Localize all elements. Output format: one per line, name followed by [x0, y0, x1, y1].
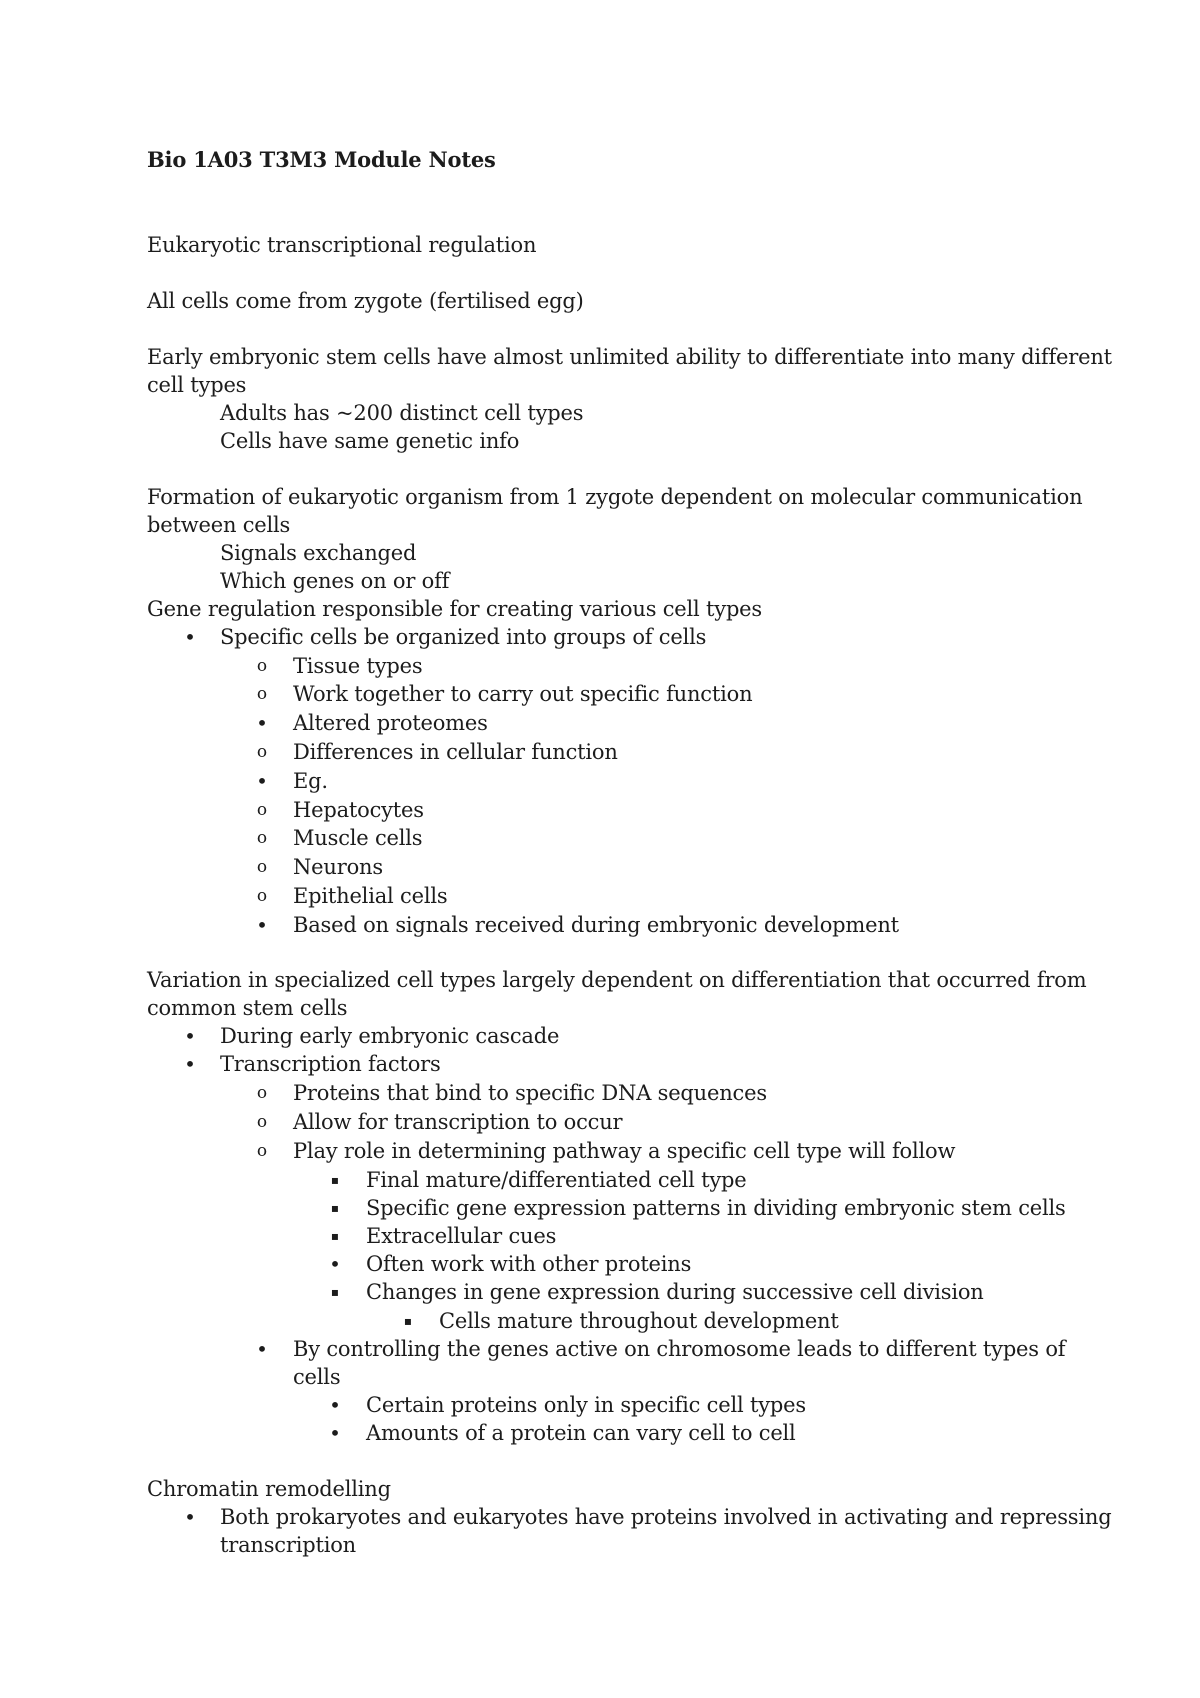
section-heading: Eukaryotic transcriptional regulation [147, 233, 537, 257]
list-item: Changes in gene expression during successive cell division [366, 1280, 984, 1304]
disc-bullet-icon: • [329, 1393, 341, 1417]
square-bullet-icon: ▪ [330, 1201, 340, 1215]
list-item: Tissue types [293, 654, 423, 678]
paragraph-line: All cells come from zygote (fertilised egg) [147, 289, 584, 313]
list-item: Proteins that bind to specific DNA sequences [293, 1081, 767, 1105]
list-item: Altered proteomes [293, 711, 488, 735]
circle-bullet-icon: o [256, 857, 268, 877]
list-item: Muscle cells [293, 826, 423, 850]
disc-bullet-icon: • [329, 1421, 341, 1445]
circle-bullet-icon: o [256, 886, 268, 906]
list-item: Neurons [293, 855, 383, 879]
square-bullet-icon: ▪ [330, 1173, 340, 1187]
circle-bullet-icon: o [256, 1083, 268, 1103]
list-item: Both prokaryotes and eukaryotes have proteins involved in activating and repressing [220, 1505, 1112, 1529]
disc-bullet-icon: • [256, 711, 268, 735]
circle-bullet-icon: o [256, 742, 268, 762]
list-item: Cells mature throughout development [439, 1309, 839, 1333]
list-item: Specific gene expression patterns in dividing embryonic stem cells [366, 1196, 1066, 1220]
square-bullet-icon: ▪ [403, 1314, 413, 1328]
list-item: Hepatocytes [293, 798, 424, 822]
circle-bullet-icon: o [256, 684, 268, 704]
paragraph-line: Formation of eukaryotic organism from 1 zygote dependent on molecular communication [147, 485, 1083, 509]
list-item: Final mature/differentiated cell type [366, 1168, 747, 1192]
document-title: Bio 1A03 T3M3 Module Notes [147, 147, 496, 172]
list-item: Differences in cellular function [293, 740, 618, 764]
list-item: By controlling the genes active on chromosome leads to different types of [293, 1337, 1066, 1361]
paragraph-line: common stem cells [147, 996, 348, 1020]
disc-bullet-icon: • [256, 769, 268, 793]
list-item: Amounts of a protein can vary cell to cell [366, 1421, 796, 1445]
circle-bullet-icon: o [256, 800, 268, 820]
square-bullet-icon: ▪ [330, 1229, 340, 1243]
paragraph-line: between cells [147, 513, 291, 537]
list-item: Based on signals received during embryonic development [293, 913, 899, 937]
paragraph-line: Early embryonic stem cells have almost unlimited ability to differentiate into many different [147, 345, 1112, 369]
section-heading: Chromatin remodelling [147, 1477, 391, 1501]
disc-bullet-icon: • [184, 1024, 196, 1048]
paragraph-line: cell types [147, 373, 247, 397]
disc-bullet-icon: • [184, 1505, 196, 1529]
circle-bullet-icon: o [256, 656, 268, 676]
list-item: Certain proteins only in specific cell types [366, 1393, 806, 1417]
square-bullet-icon: ▪ [330, 1285, 340, 1299]
list-item: Play role in determining pathway a specific cell type will follow [293, 1139, 956, 1163]
circle-bullet-icon: o [256, 828, 268, 848]
list-item: Specific cells be organized into groups of cells [220, 625, 707, 649]
disc-bullet-icon: • [329, 1252, 341, 1276]
list-item: Transcription factors [220, 1052, 441, 1076]
circle-bullet-icon: o [256, 1141, 268, 1161]
list-item: Allow for transcription to occur [293, 1110, 623, 1134]
list-item: Extracellular cues [366, 1224, 557, 1248]
list-item: During early embryonic cascade [220, 1024, 560, 1048]
list-item: Eg. [293, 769, 328, 793]
disc-bullet-icon: • [256, 913, 268, 937]
list-item: Epithelial cells [293, 884, 448, 908]
indented-line: Signals exchanged [220, 541, 417, 565]
indented-line: Adults has ~200 distinct cell types [220, 401, 584, 425]
list-item-continuation: cells [293, 1365, 341, 1389]
disc-bullet-icon: • [184, 1052, 196, 1076]
list-item: Often work with other proteins [366, 1252, 692, 1276]
disc-bullet-icon: • [184, 625, 196, 649]
list-item-continuation: transcription [220, 1533, 356, 1557]
paragraph-line: Gene regulation responsible for creating various cell types [147, 597, 762, 621]
paragraph-line: Variation in specialized cell types largely dependent on differentiation that occurred from [147, 968, 1087, 992]
circle-bullet-icon: o [256, 1112, 268, 1132]
disc-bullet-icon: • [256, 1337, 268, 1361]
indented-line: Cells have same genetic info [220, 429, 520, 453]
list-item: Work together to carry out specific function [293, 682, 753, 706]
indented-line: Which genes on or off [220, 569, 450, 593]
